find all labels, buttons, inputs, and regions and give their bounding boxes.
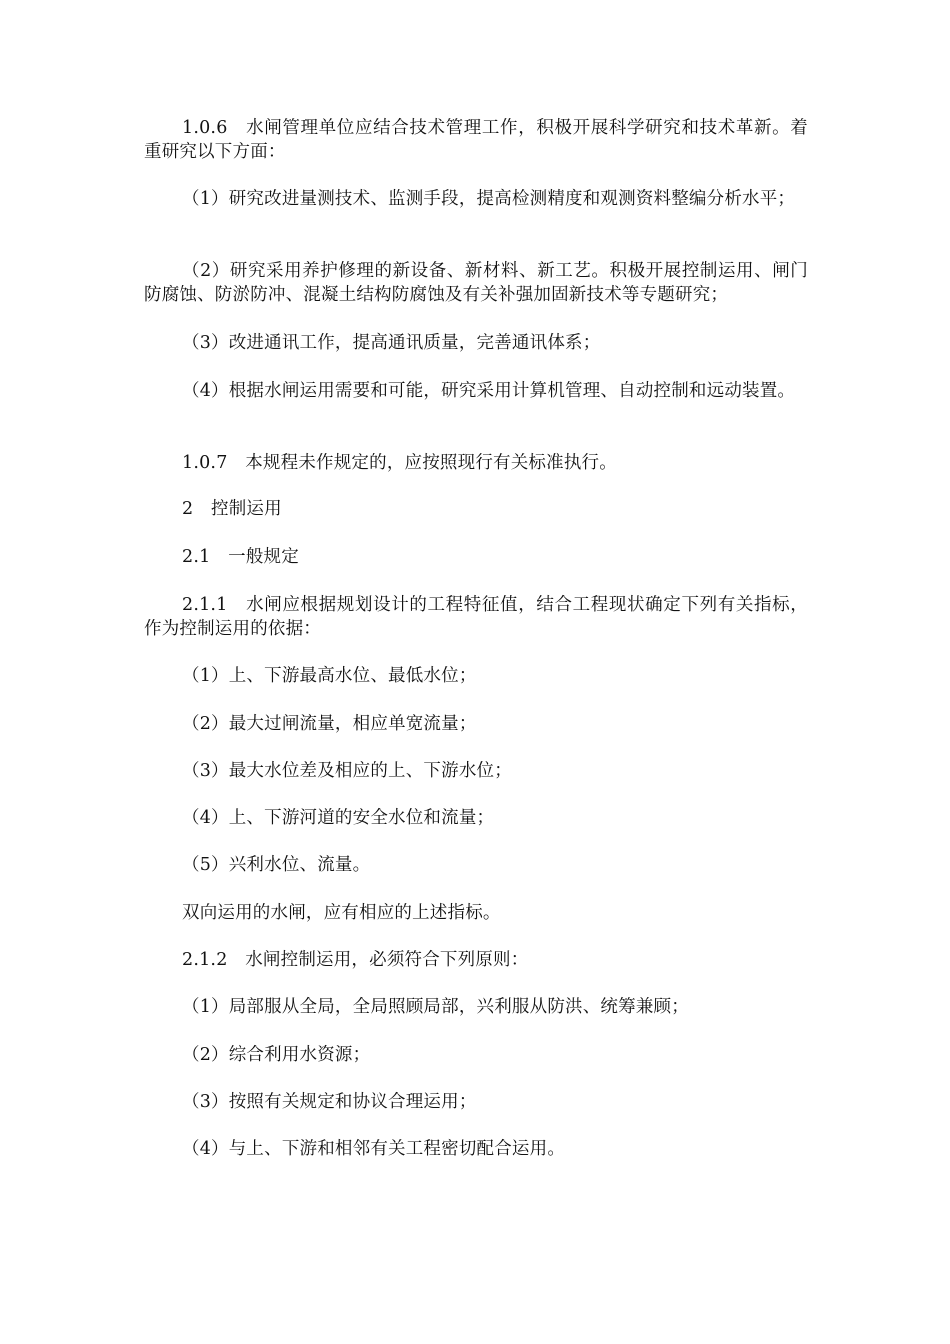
list-item-research-2: （2）研究采用养护修理的新设备、新材料、新工艺。积极开展控制运用、闸门防腐蚀、防淤防冲、混凝土结构防腐蚀及有关补强加固新技术等专题研究； — [144, 261, 808, 305]
list-item-index-1: （1）上、下游最高水位、最低水位； — [182, 666, 477, 686]
list-item-principle-2: （2）综合利用水资源； — [182, 1045, 371, 1065]
list-item-index-4: （4）上、下游河道的安全水位和流量； — [182, 808, 495, 828]
list-item-index-5: （5）兴利水位、流量。 — [182, 855, 371, 875]
list-item-principle-3: （3）按照有关规定和协议合理运用； — [182, 1092, 477, 1112]
clause-1-0-7: 1.0.7 本规程未作规定的，应按照现行有关标准执行。 — [182, 453, 617, 473]
bidirectional-note: 双向运用的水闸，应有相应的上述指标。 — [182, 903, 501, 923]
clause-1-0-6: 1.0.6 水闸管理单位应结合技术管理工作，积极开展科学研究和技术革新。着重研究以下方面： — [144, 118, 808, 162]
list-item-principle-4: （4）与上、下游和相邻有关工程密切配合运用。 — [182, 1139, 566, 1159]
list-item-research-3: （3）改进通讯工作，提高通讯质量，完善通讯体系； — [182, 333, 601, 353]
list-item-index-3: （3）最大水位差及相应的上、下游水位； — [182, 761, 512, 781]
list-item-index-2: （2）最大过闸流量，相应单宽流量； — [182, 714, 477, 734]
section-heading-2: 2 控制运用 — [182, 499, 282, 519]
list-item-research-1: （1）研究改进量测技术、监测手段，提高检测精度和观测资料整编分析水平； — [182, 189, 796, 209]
list-item-principle-1: （1）局部服从全局，全局照顾局部，兴利服从防洪、统筹兼顾； — [182, 997, 689, 1017]
list-item-research-4: （4）根据水闸运用需要和可能，研究采用计算机管理、自动控制和远动装置。 — [182, 381, 796, 401]
section-heading-2-1: 2.1 一般规定 — [182, 547, 299, 567]
clause-2-1-2: 2.1.2 水闸控制运用，必须符合下列原则： — [182, 950, 529, 970]
clause-2-1-1: 2.1.1 水闸应根据规划设计的工程特征值，结合工程现状确定下列有关指标，作为控制运用的依据： — [144, 595, 808, 639]
